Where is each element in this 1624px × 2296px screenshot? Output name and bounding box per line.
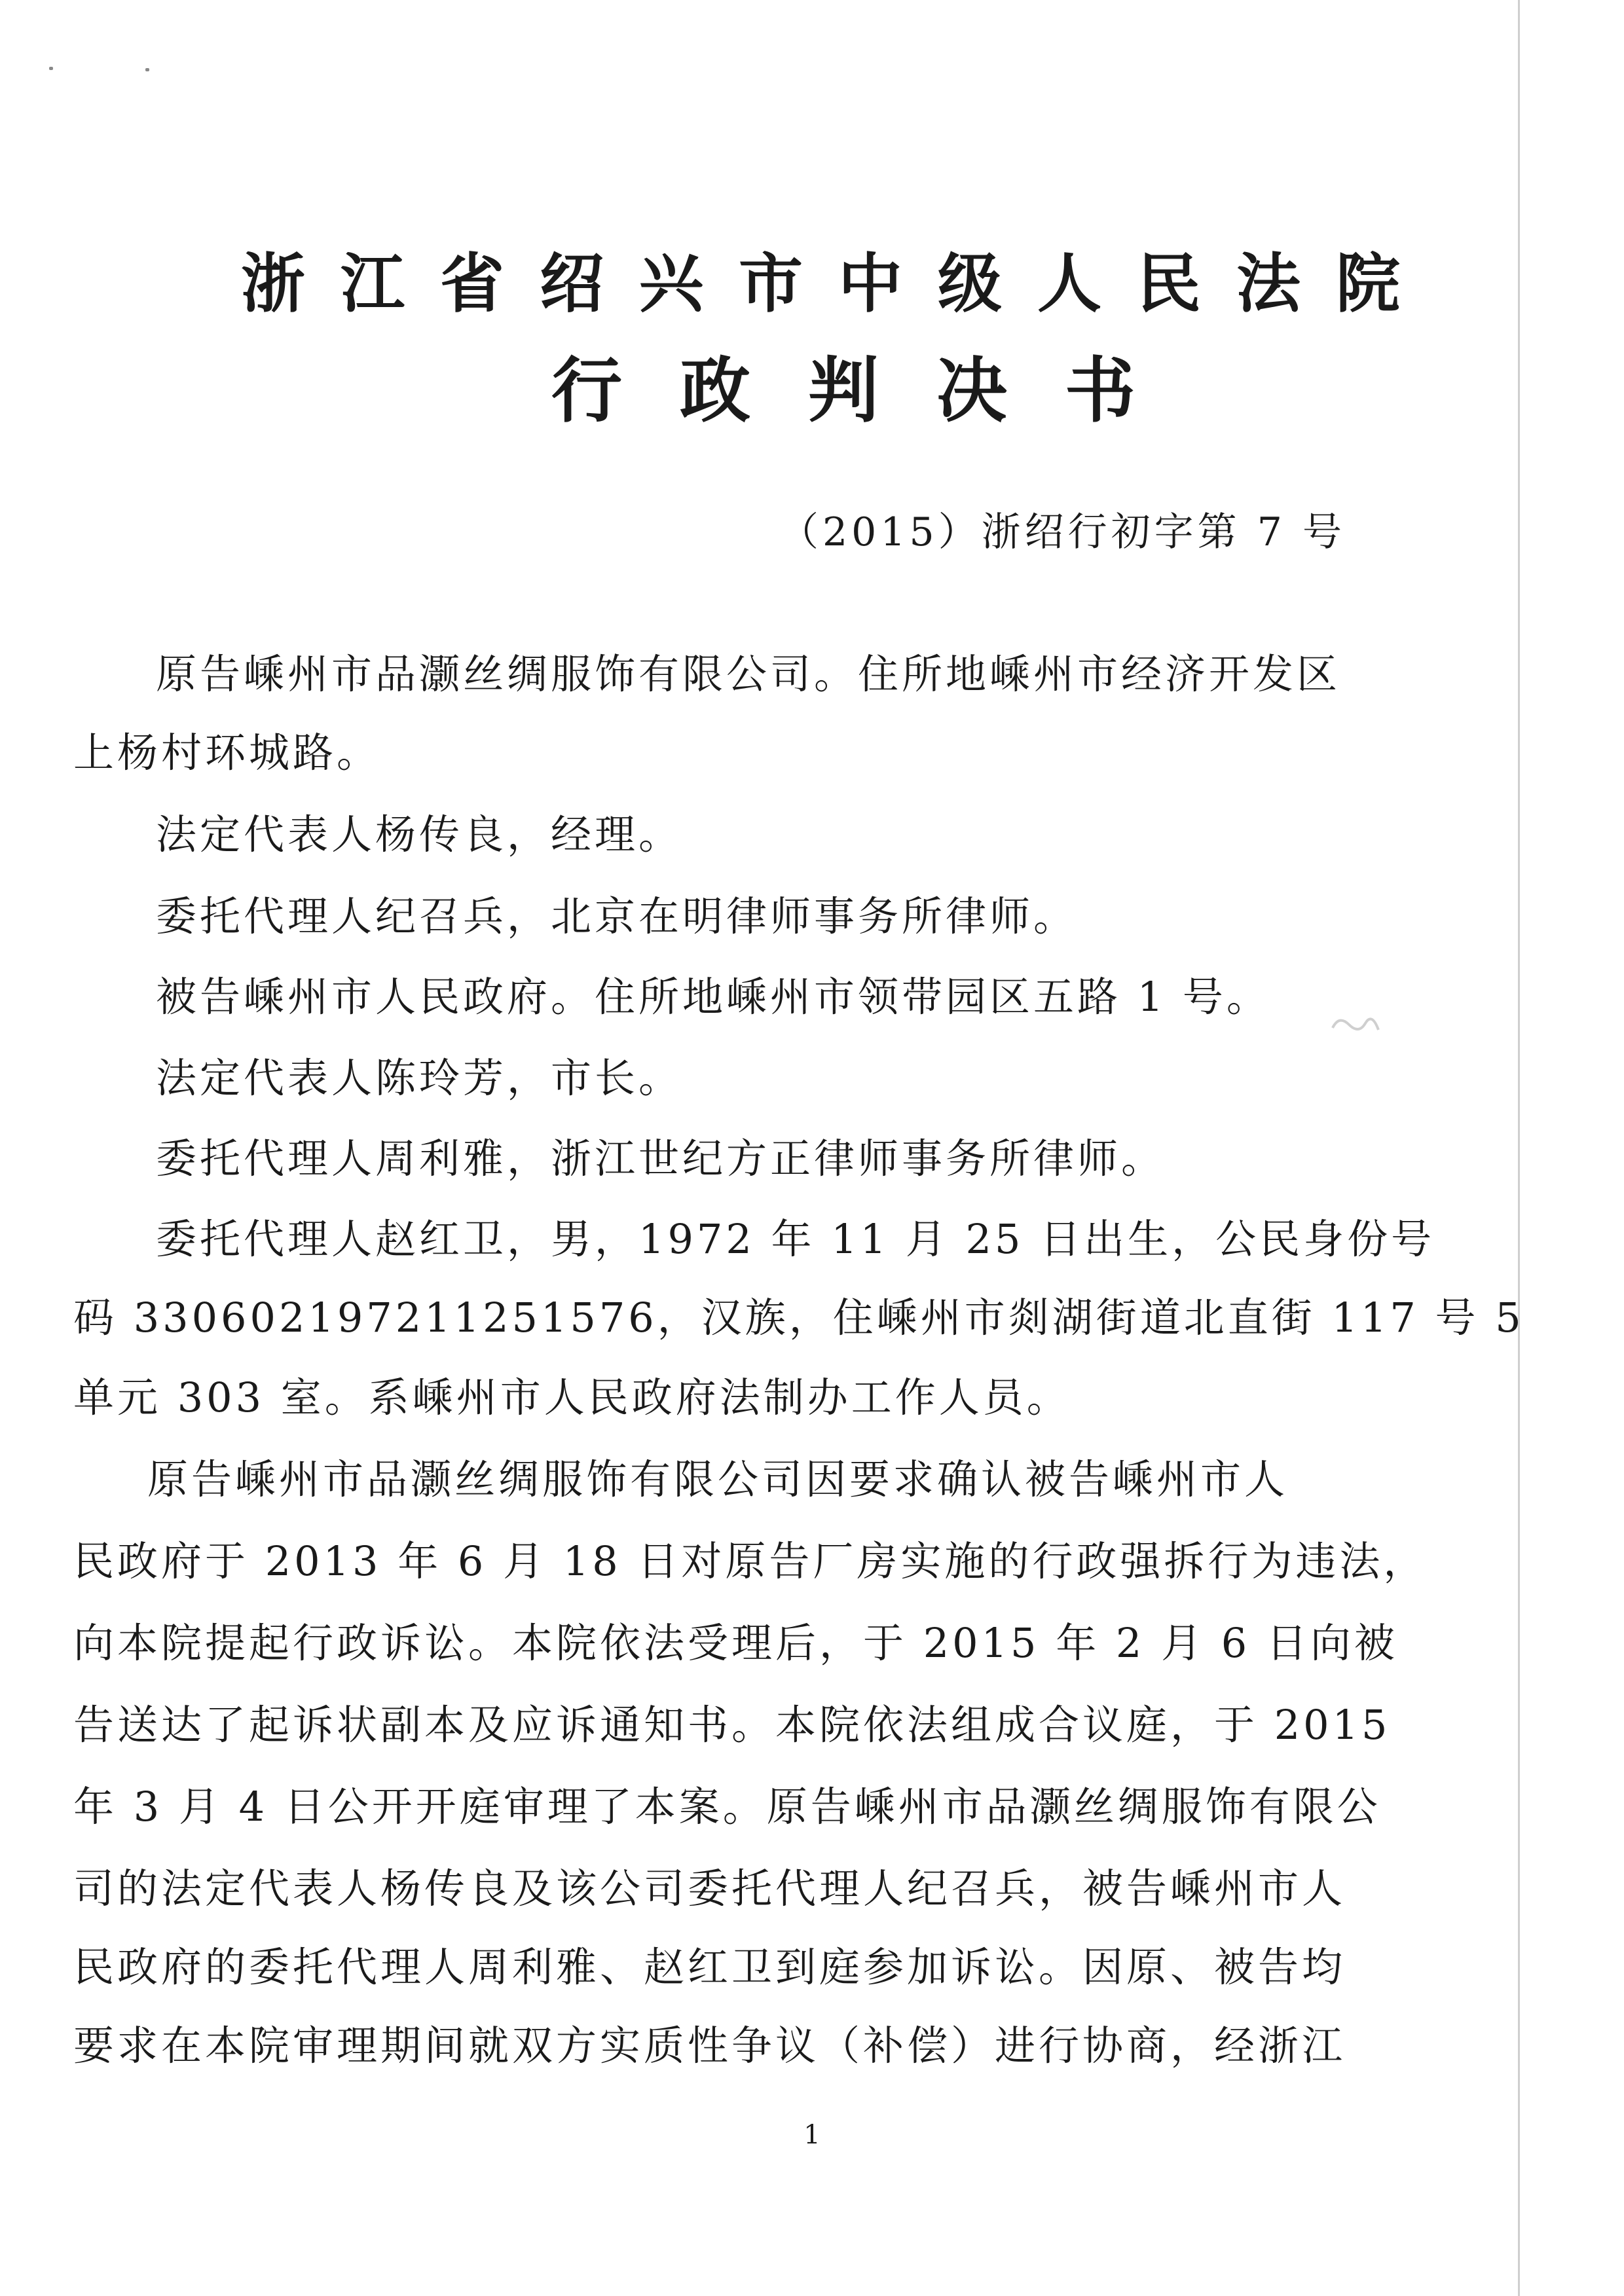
body-line: 司的法定代表人杨传良及该公司委托代理人纪召兵，被告嵊州市人 (73, 1865, 1346, 1912)
body-line: 原告嵊州市品灏丝绸服饰有限公司因要求确认被告嵊州市人 (147, 1455, 1289, 1503)
party-defendant-legal-rep: 法定代表人陈玲芳，市长。 (156, 1054, 683, 1102)
document-type: 行政判决书 (551, 350, 1193, 432)
body-line: 向本院提起行政诉讼。本院依法受理后，于 2015 年 2 月 6 日向被 (73, 1619, 1398, 1667)
party-plaintiff-line1: 原告嵊州市品灏丝绸服饰有限公司。住所地嵊州市经济开发区 (156, 650, 1341, 698)
party-plaintiff-legal-rep: 法定代表人杨传良，经理。 (156, 811, 683, 858)
party-defendant-agent-2-line3: 单元 303 室。系嵊州市人民政府法制办工作人员。 (73, 1374, 1071, 1421)
body-line: 民政府于 2013 年 6 月 18 日对原告厂房实施的行政强拆行为违法， (73, 1537, 1428, 1585)
scan-speck (49, 67, 53, 70)
party-defendant: 被告嵊州市人民政府。住所地嵊州市领带园区五路 1 号。 (156, 973, 1270, 1021)
body-line: 要求在本院审理期间就双方实质性争议（补偿）进行协商，经浙江 (73, 2022, 1346, 2069)
body-line: 民政府的委托代理人周利雅、赵红卫到庭参加诉讼。因原、被告均 (73, 1943, 1346, 1991)
party-defendant-agent-2-line1: 委托代理人赵红卫，男，1972 年 11 月 25 日出生，公民身份号 (156, 1215, 1435, 1263)
party-defendant-agent-1: 委托代理人周利雅，浙江世纪方正律师事务所律师。 (156, 1135, 1166, 1182)
party-defendant-agent-2-line2: 码 330602197211251576，汉族，住嵊州市剡湖街道北直街 117 号 5 (73, 1294, 1524, 1341)
party-plaintiff-line2: 上杨村环城路。 (73, 729, 381, 776)
court-name: 浙江省绍兴市中级人民法院 (240, 247, 1435, 321)
page-number: 1 (803, 2120, 821, 2150)
scan-smudge (1329, 1011, 1382, 1038)
party-plaintiff-agent: 委托代理人纪召兵，北京在明律师事务所律师。 (156, 892, 1078, 940)
scan-speck (145, 68, 149, 71)
body-line: 告送达了起诉状副本及应诉通知书。本院依法组成合议庭，于 2015 (73, 1701, 1391, 1749)
case-number: （2015）浙绍行初字第 7 号 (779, 509, 1346, 555)
body-line: 年 3 月 4 日公开开庭审理了本案。原告嵊州市品灏丝绸服饰有限公 (73, 1783, 1381, 1831)
